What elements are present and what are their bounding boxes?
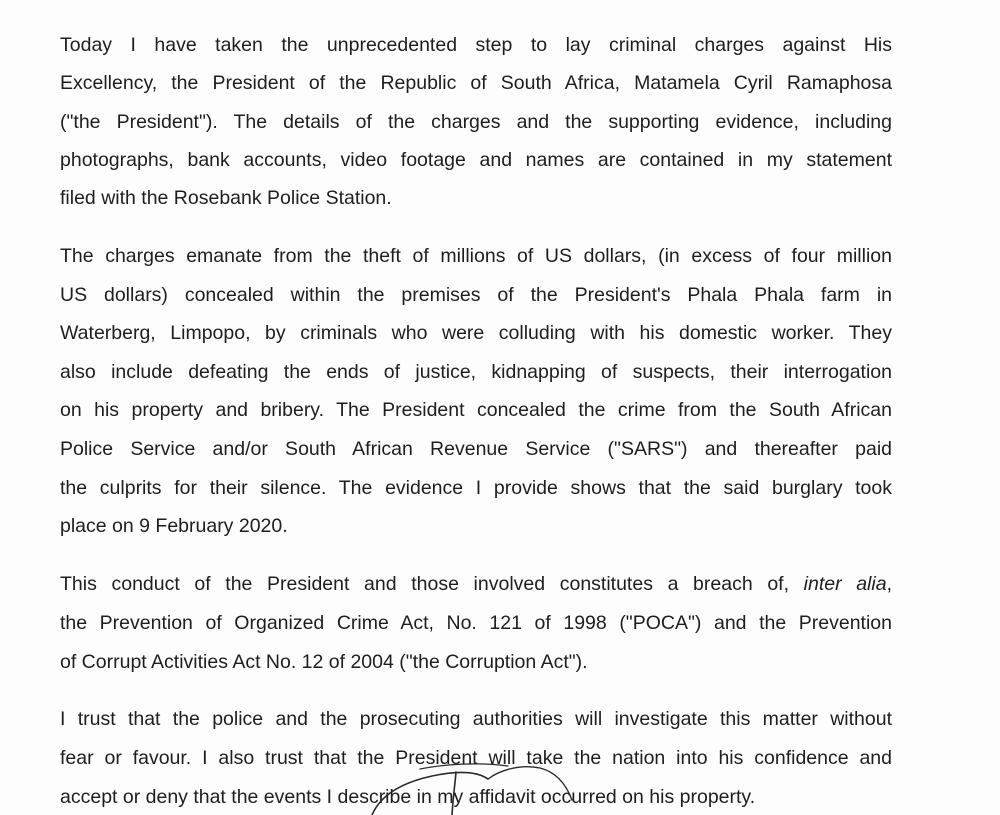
paragraph-3-line-2: the Prevention of Organized Crime Act, No. 121 of 1998 ("POCA") and the Prevention [60, 612, 892, 634]
paragraph-1-line-5: filed with the Rosebank Police Station. [60, 187, 392, 209]
paragraph-2-line-6: Police Service and/or South African Revenue Service ("SARS") and thereafter paid [60, 438, 892, 460]
paragraph-1-line-1: Today I have taken the unprecedented step to lay criminal charges against His [60, 34, 892, 56]
paragraph-3-line-1-text: This conduct of the President and those involved constitutes a breach of, [60, 573, 789, 595]
paragraph-1-line-2: Excellency, the President of the Republic of South Africa, Matamela Cyril Ramaphosa [60, 72, 892, 94]
paragraph-3-line-1 [60, 569, 892, 599]
paragraph-2-line-7: the culprits for their silence. The evidence I provide shows that the said burglary took [60, 477, 892, 499]
paragraph-4-line-3: accept or deny that the events I describe in my affidavit occurred on his property. [60, 786, 756, 808]
paragraph-2-line-2: US dollars) concealed within the premises of the President's Phala Phala farm in [60, 284, 892, 306]
paragraph-3-line-1-comma: , [886, 573, 892, 595]
paragraph-2-line-4: also include defeating the ends of justice, kidnapping of suspects, their interrogation [60, 361, 892, 383]
paragraph-2-line-8: place on 9 February 2020. [60, 515, 288, 537]
paragraph-2-line-3: Waterberg, Limpopo, by criminals who were colluding with his domestic worker. They [60, 322, 892, 344]
paragraph-3-line-3: of Corrupt Activities Act No. 12 of 2004 ("the Corruption Act"). [60, 651, 588, 673]
paragraph-2-line-5: on his property and bribery. The President concealed the crime from the South African [60, 399, 892, 421]
paragraph-2-line-1: The charges emanate from the theft of millions of US dollars, (in excess of four million [60, 245, 892, 267]
paragraph-4-line-1: I trust that the police and the prosecuting authorities will investigate this matter without [60, 708, 892, 730]
paragraph-1-line-4: photographs, bank accounts, video footage and names are contained in my statement [60, 149, 892, 171]
paragraph-4-line-2: fear or favour. I also trust that the President will take the nation into his confidence and [60, 747, 892, 769]
inter-alia-italic: inter alia [803, 573, 887, 595]
paragraph-1-line-3: ("the President"). The details of the charges and the supporting evidence, including [60, 111, 892, 133]
